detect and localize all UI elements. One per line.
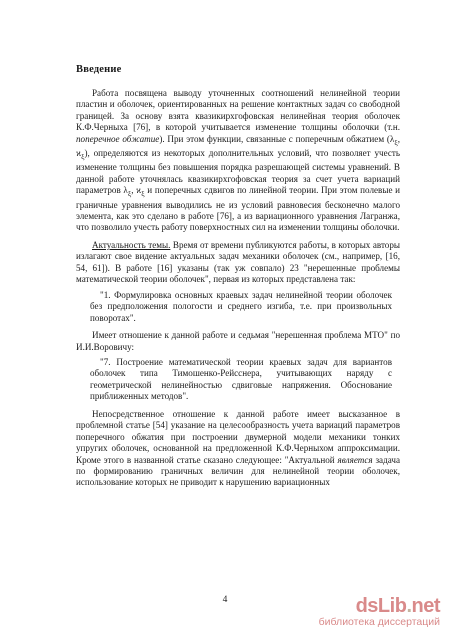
text-run: Непосредственное отношение к данной работе имеет высказанное в проблемной статье [54] указание на целесообразность учета вариаций параметров поперечного обжатия при построении двумерной модели механики тонких упругих оболочек, основанной на предложенной К.Ф.Черныхом аппроксимации. Кроме этого в названной статье сказано следующее: "Актуальной bbox=[76, 408, 400, 465]
section-heading: Введение bbox=[76, 64, 122, 75]
body-text bbox=[76, 88, 400, 495]
italic-word: является bbox=[337, 454, 373, 465]
subscript: ξ bbox=[127, 189, 132, 199]
page-number: 4 bbox=[222, 595, 228, 605]
text-run: и поперечных сдвигов по линейной теории. При этом полевые и граничные уравнения выводились не из условий равновесия бесконечно малого элемента, как это сделано в работе [76], а из вариационного уравнения Лагранжа, что позволило учесть работу поверхностных сил на изменении толщины оболочки. bbox=[76, 185, 401, 233]
logo-part: dsLib bbox=[355, 595, 407, 617]
dslib-watermark bbox=[319, 596, 440, 628]
paragraph-intro bbox=[76, 88, 400, 234]
logo-part: net bbox=[411, 595, 440, 617]
text-run: Работа посвящена выводу уточненных соотношений нелинейной теории пластин и оболочек, ориентированных на решение контактных задач со свободной границей. За основу взята квазикирхгофовская нелинейная теория оболочек К.Ф.Черныха [76], в которой учитывается изменение толщины оболочки (т.н. bbox=[76, 88, 400, 133]
paragraph-vorovich: Имеет отношение к данной работе и седьмая "нерешенная проблема МТО" по И.И.Воровичу: bbox=[76, 330, 400, 352]
dslib-subtitle: библиотека диссертаций bbox=[318, 616, 440, 628]
text-run: ). При этом функции, связанные с поперечным обжатием (λ bbox=[159, 133, 395, 144]
italic-term: поперечное обжатие bbox=[76, 133, 160, 144]
subscript: ξ bbox=[394, 137, 398, 147]
text-run: , ϰ bbox=[76, 133, 401, 159]
relevance-label: Актуальность темы. bbox=[92, 239, 171, 250]
quote-problem-7: "7. Построение математической теории краевых задач для вариантов оболочек типа Тимошенко-Рейсснера, учитывающих наряду с геометрической нелинейностью сдвиговые напряжения. Обоснование приближенных методов". bbox=[90, 356, 392, 402]
dslib-logo bbox=[319, 596, 440, 616]
subscript: ξ bbox=[141, 189, 145, 199]
subscript: ξ bbox=[81, 151, 85, 161]
paragraph-relevance bbox=[76, 240, 400, 286]
text-run: ), определяются из некоторых дополнительных условий, что позволяет учесть изменение толщины без повышения порядка разрешающей системы уравнений. В данной работе уточнялась квазикирхгофовская теория за счет учета вариаций параметров λ bbox=[76, 148, 400, 196]
logo-dot: . bbox=[406, 595, 412, 617]
quote-problem-1: "1. Формулировка основных краевых задач нелинейной теории оболочек без предположения пологости и среднего изгиба, т.е. при произвольных поворотах". bbox=[90, 289, 392, 323]
text-run: задача по формированию граничных величин для нелинейной теории оболочек, использование которых не приводит к нарушению вариационных bbox=[76, 454, 400, 488]
text-run: , ϰ bbox=[131, 185, 142, 196]
paragraph-direct-relation bbox=[76, 409, 400, 489]
text-run: Время от времени публикуются работы, в которых авторы излагают свое видение актуальных задач механики оболочек (см., например, [16, 54, 61]). В работе [16] указаны (так уж совпало) 23 "нерешенные проблемы математической теории оболочек", первая из которых представлена так: bbox=[76, 239, 400, 285]
